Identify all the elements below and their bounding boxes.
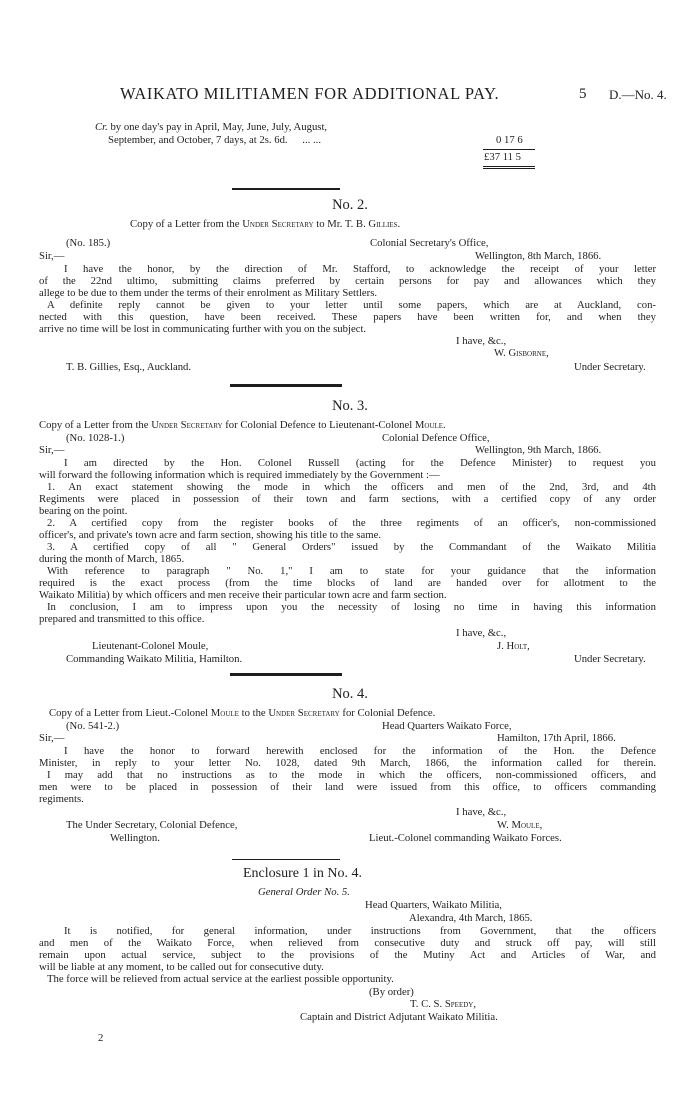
paragraph-line: Minister, in reply to your letter No. 1028, dated 9th March, 1866, the information called for therein. [39,757,656,769]
paragraph-line: bearing on the point. [39,505,128,517]
account-line: by one day's pay in April, May, June, July, August, [110,121,328,133]
letter-signatory: W. Moule, [497,819,543,831]
account-total: £37 11 5 [484,151,522,163]
paragraph-line: I may add that no instructions as to the mode in which the officers, non-commissioned officers, and [47,769,656,781]
letter-office: Colonial Defence Office, [382,432,490,444]
paragraph-line: allege to be due to them under the terms of their enrolment as Military Settlers. [39,287,378,299]
page-title: WAIKATO MILITIAMEN FOR ADDITIONAL PAY. [120,84,500,103]
letter-reference: (No. 541-2.) [66,720,120,732]
letter-number-heading: No. 3. [332,398,368,414]
letter-addressee: Lieutenant-Colonel Moule, [92,640,209,652]
enclosure-date: Alexandra, 4th March, 1865. [409,912,533,924]
salutation: Sir,— [39,732,65,744]
paragraph-line: prepared and transmitted to this office. [39,613,205,625]
paragraph-line: remain upon actual service, subject to the provisions of the Mutiny Act and Articles of War, and [39,949,656,961]
document-number: D.—No. 4. [609,87,667,102]
paragraph-line: regiments. [39,793,84,805]
paragraph-line: will forward the following information which is required immediately by the Government :— [39,469,440,481]
paragraph-line: The force will be relieved from actual service at the earliest possible opportunity. [47,973,394,985]
paragraph-line: men were to be placed in possession of their land were issued from this office, to officers commanding [39,781,656,793]
paragraph-line: Waikato Militia) by which officers and men receive their particular town acre and farm section. [39,589,447,601]
paragraph-line: I have the honor to forward herewith enclosed for the information of the Hon. the Defence [64,745,656,757]
paragraph-line: during the month of March, 1865. [39,553,185,565]
letter-addressee: Commanding Waikato Militia, Hamilton. [66,653,243,665]
signatory-title: Lieut.-Colonel commanding Waikato Forces. [369,832,562,844]
dot-leader: ... ... [302,134,321,146]
paragraph-line: of the 22nd ultimo, submitting claims preferred by certain persons for pay and allowances which they [39,275,656,287]
paragraph-line: nected with this question, have been received. These papers have been written for, and when they [39,311,656,323]
letter-addressee: T. B. Gillies, Esq., Auckland. [66,361,192,373]
enclosure-heading: Enclosure 1 in No. 4. [243,866,362,881]
salutation: Sir,— [39,444,65,456]
paragraph-line: With reference to paragraph " No. 1," I am to state for your guidance that the information [47,565,656,577]
paragraph-line: 2. A certified copy from the register books of the three regiments of an officer's, non-commissioned [47,517,656,529]
salutation: Sir,— [39,250,65,262]
paragraph-line: arrive no time will be lost in communicating further with you on the subject. [39,323,367,335]
paragraph-line: 1. An exact statement showing the mode in which the officers and men of the 2nd, 3rd, and 4th [47,481,656,493]
page-number: 5 [579,86,587,102]
letter-date: Wellington, 9th March, 1866. [475,444,602,456]
paragraph-line: Regiments were placed in possession of their town and farm sections, with a certified copy of any order [39,493,656,505]
letter-reference: (No. 1028-1.) [66,432,125,444]
letter-caption: Copy of a Letter from the Under Secretary to Mr. T. B. Gillies. [130,218,401,230]
account-amount: 0 17 6 [496,134,523,146]
enclosure-office: Head Quarters, Waikato Militia, [365,899,502,911]
letter-caption: Copy of a Letter from the Under Secretary for Colonial Defence to Lieutenant-Colonel Moule. [39,419,446,431]
paragraph-line: required is the exact process (from the time blocks of land are handed over for allotment to the [39,577,656,589]
letter-signatory: J. Holt, [497,640,530,652]
signatory-title: Under Secretary. [574,653,646,665]
signatory-title: Under Secretary. [574,361,646,373]
paragraph-line: In conclusion, I am to impress upon you the necessity of losing no time in having this information [47,601,656,613]
paragraph-line: I have the honor, by the direction of Mr. Stafford, to acknowledge the receipt of your letter [64,263,656,275]
letter-office: Head Quarters Waikato Force, [382,720,512,732]
paragraph-line: and men of the Waikato Force, when relieved from consecutive duty and struck off pay, will still [39,937,656,949]
signature-mark: 2 [98,1032,104,1044]
letter-number-heading: No. 4. [332,686,368,702]
signatory-title: Captain and District Adjutant Waikato Militia. [300,1011,498,1023]
running-header [0,84,700,108]
section-divider [230,384,342,387]
letter-closing: I have, &c., [456,806,507,818]
paragraph-line: A definite reply cannot be given to your letter until some papers, which are at Auckland, con- [47,299,656,311]
letter-addressee: Wellington. [110,832,160,844]
paragraph-line: 3. A certified copy of all " General Orders" issued by the Commandant of the Waikato Militia [47,541,656,553]
account-entry [0,121,700,181]
enclosure-signatory: T. C. S. Speedy, [410,998,477,1010]
total-rule [483,166,535,167]
general-order-title: General Order No. 5. [258,886,350,898]
letter-date: Hamilton, 17th April, 1866. [497,732,616,744]
section-divider [232,188,340,190]
letter-reference: (No. 185.) [66,237,111,249]
letter-closing: I have, &c., [456,335,507,347]
paragraph-line: officer's, and private's town acre and farm section, showing his title to the same. [39,529,381,541]
account-line: September, and October, 7 days, at 2s. 6d. [108,134,288,146]
letter-office: Colonial Secretary's Office, [370,237,489,249]
total-rule [483,168,535,169]
credit-label: Cr. [95,121,108,133]
letter-caption: Copy of a Letter from Lieut.-Colonel Moule to the Under Secretary for Colonial Defence. [49,707,436,719]
letter-date: Wellington, 8th March, 1866. [475,250,602,262]
paragraph-line: will be liable at any moment, to be called out for consecutive duty. [39,961,324,973]
letter-number-heading: No. 2. [332,197,368,213]
paragraph-line: I am directed by the Hon. Colonel Russell (acting for the Defence Minister) to request you [64,457,656,469]
paragraph-line: It is notified, for general information, under instructions from Government, that the officers [64,925,656,937]
letter-closing: I have, &c., [456,627,507,639]
section-divider [232,859,340,860]
letter-signatory: W. Gisborne, [494,347,549,359]
sum-rule [483,149,535,150]
section-divider [230,673,342,676]
letter-addressee: The Under Secretary, Colonial Defence, [66,819,238,831]
by-order: (By order) [369,986,414,998]
